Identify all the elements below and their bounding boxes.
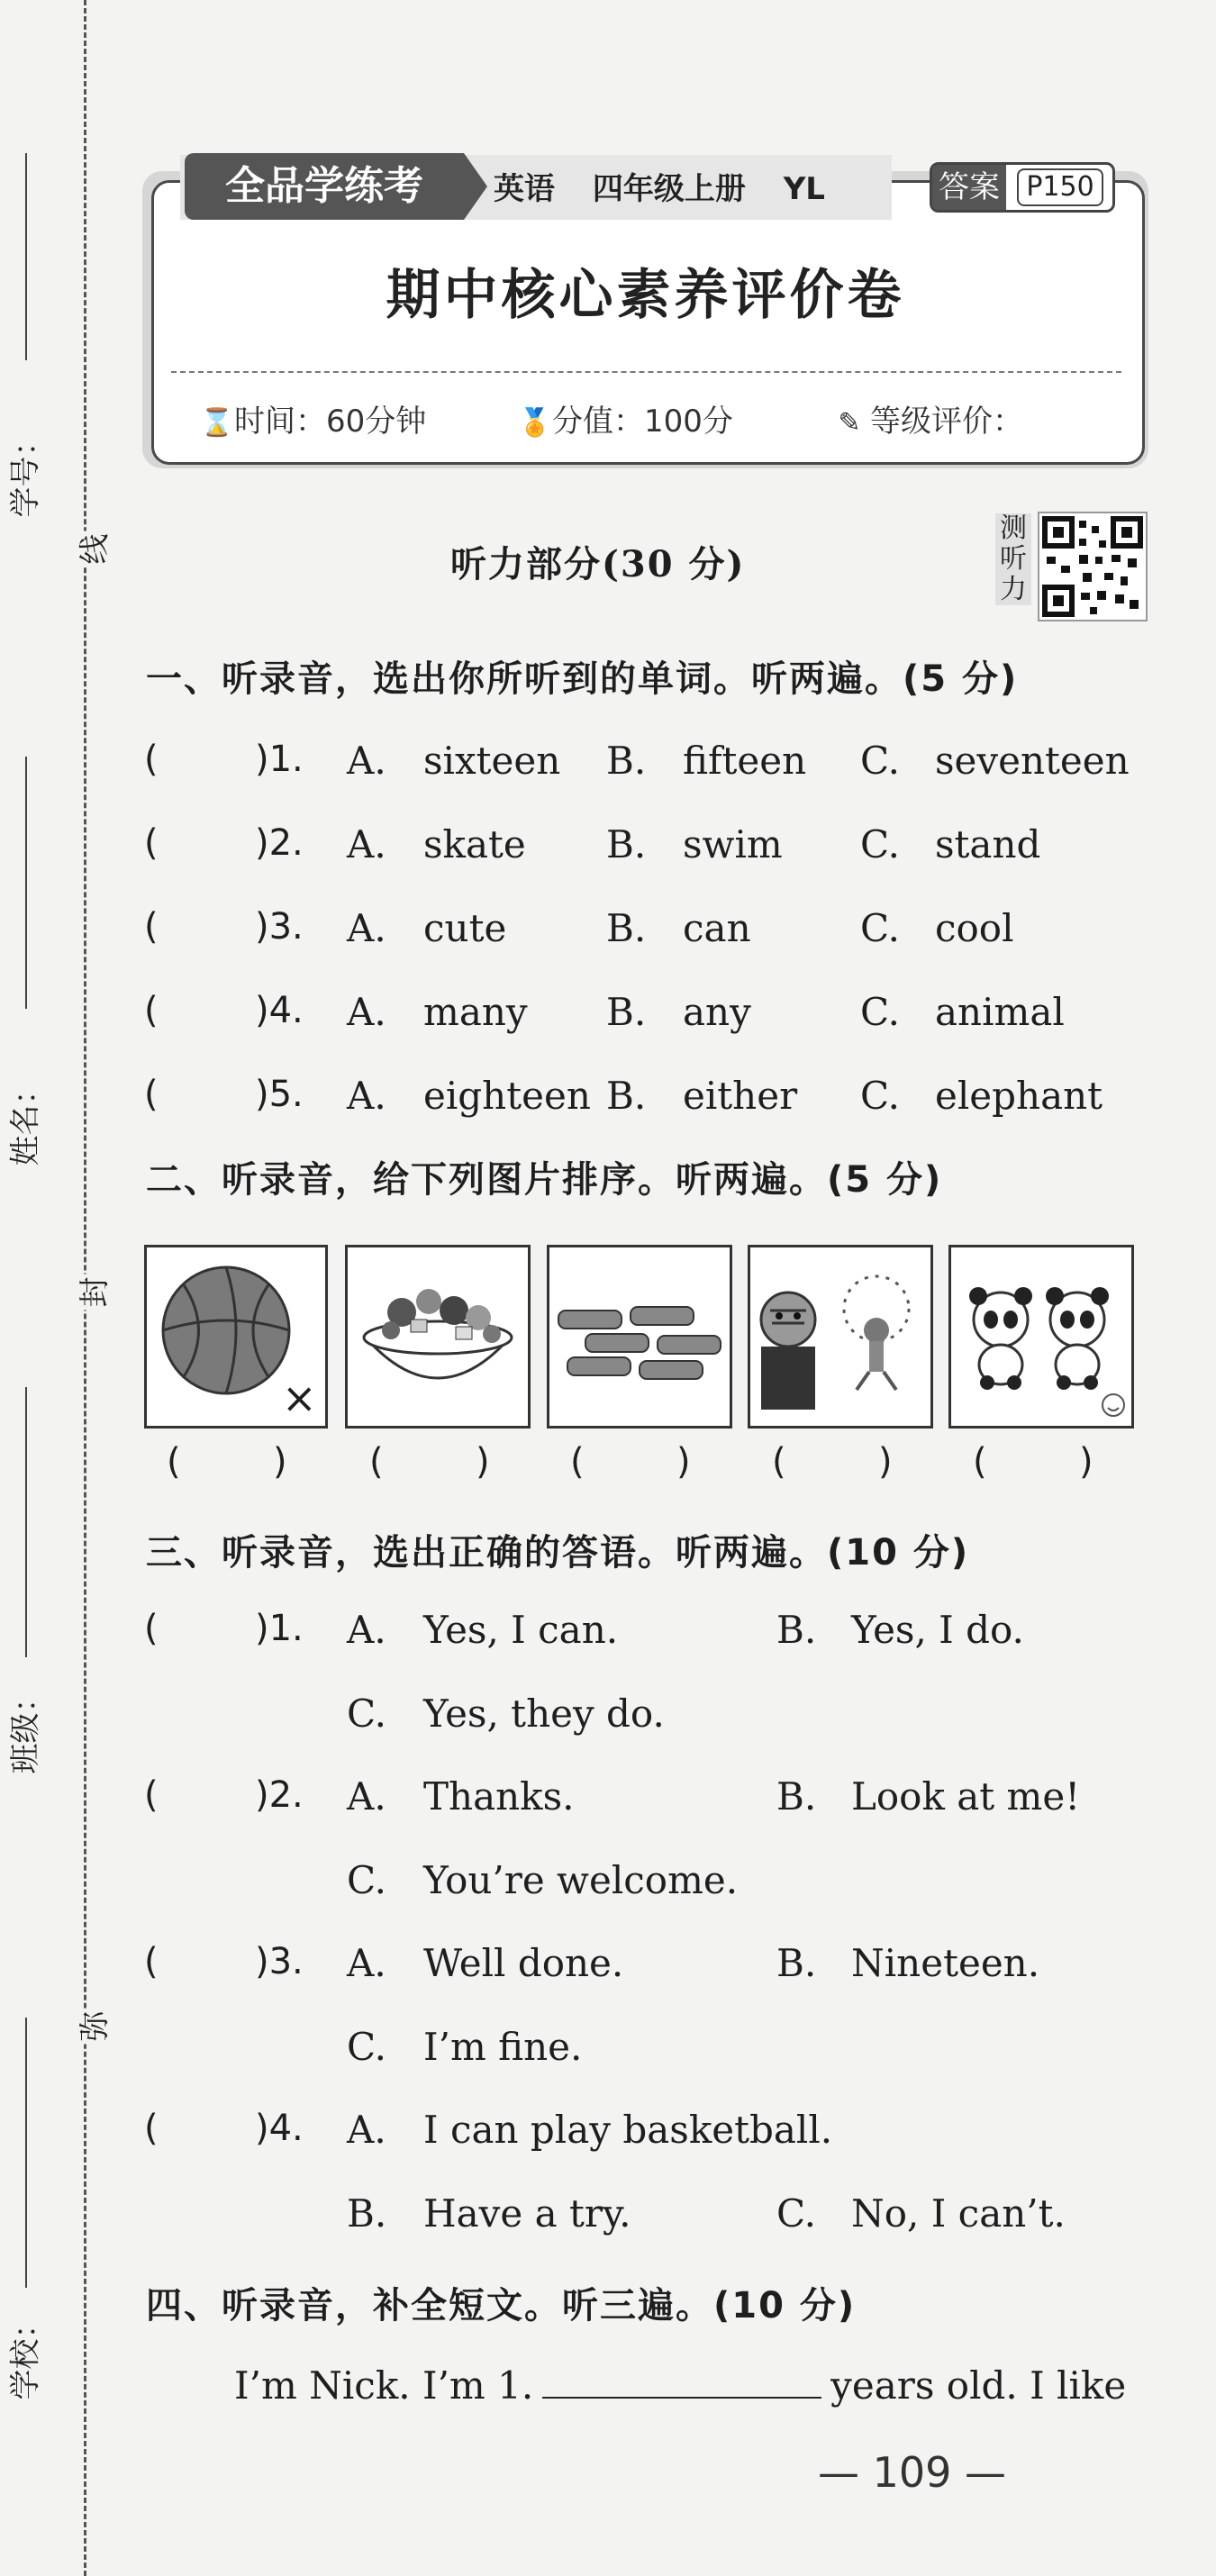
option-c-text: Yes, they do. <box>423 1692 665 1736</box>
question-number: )3. <box>255 1941 304 1982</box>
option-b-letter: B. <box>776 1941 817 1985</box>
option-b-letter: B. <box>347 2191 387 2236</box>
answer-paren[interactable]: ( <box>144 2108 159 2149</box>
pencil-icon: ✎ <box>838 407 861 439</box>
part4-title: 四、听录音，补全短文。听三遍。(10 分) <box>146 2285 857 2327</box>
option-a-text: eighteen <box>423 1074 591 1118</box>
option-a-letter: A. <box>347 2108 386 2152</box>
option-c-text: I’m fine. <box>423 2025 583 2069</box>
answer-paren[interactable]: ( <box>144 822 159 864</box>
subject-line <box>494 164 825 208</box>
subject: 英语 <box>494 171 555 207</box>
option-c-letter: C. <box>347 1692 386 1736</box>
option-c-text: You’re welcome. <box>423 1858 739 1902</box>
option-c-letter: C. <box>776 2191 816 2236</box>
option-b-letter: B. <box>606 822 647 866</box>
option-b-letter: B. <box>776 1774 817 1819</box>
question-number: )2. <box>255 822 304 864</box>
option-a-text: Well done. <box>423 1941 624 1985</box>
option-b-letter: B. <box>606 1074 647 1118</box>
question-number: )1. <box>255 739 304 780</box>
page-title: 期中核心素养评价卷 <box>386 264 905 327</box>
picture-pandas <box>948 1245 1134 1429</box>
option-a-letter: A. <box>347 822 386 866</box>
answer-tag <box>930 162 1115 213</box>
grade-eval-label: 等级评价： <box>870 404 1023 440</box>
answer-paren[interactable]: ( <box>144 906 159 948</box>
option-b-letter: B. <box>776 1608 817 1652</box>
option-a-text: Thanks. <box>423 1774 575 1819</box>
option-b-text: fifteen <box>683 739 807 783</box>
picture-answer-close-paren: ) <box>273 1441 287 1483</box>
option-b-text: Have a try. <box>423 2191 631 2236</box>
option-a-letter: A. <box>347 1774 386 1819</box>
question-number: )3. <box>255 906 304 948</box>
grade-eval-meta <box>836 396 1023 440</box>
answer-label: 答案 <box>932 165 1006 210</box>
question-number: )1. <box>255 1608 304 1649</box>
question-number: )5. <box>255 1074 304 1115</box>
answer-paren[interactable]: ( <box>144 990 159 1031</box>
brand-arrow <box>464 153 487 220</box>
option-a-letter: A. <box>347 906 386 950</box>
answer-page: P150 <box>1017 168 1103 206</box>
seal-line-char: 线 <box>70 531 114 567</box>
question-number: )4. <box>255 990 304 1031</box>
score-meta <box>518 396 733 440</box>
qr-code-icon[interactable] <box>1038 512 1148 621</box>
picture-salad <box>345 1245 531 1429</box>
option-c-letter: C. <box>860 1074 900 1118</box>
answer-paren[interactable]: ( <box>144 739 159 780</box>
option-a-letter: A. <box>347 1941 386 1985</box>
option-b-text: Yes, I do. <box>851 1608 1024 1652</box>
part4-line-start: I’m Nick. I’m 1. <box>234 2363 534 2408</box>
picture-answer-open-paren[interactable]: ( <box>167 1441 181 1483</box>
picture-answer-close-paren: ) <box>476 1441 490 1483</box>
grade: 四年级上册 <box>592 171 746 207</box>
name-label: 姓名： <box>7 1074 44 1166</box>
option-a-text: I can play basketball. <box>423 2108 833 2152</box>
option-a-text: skate <box>423 822 526 866</box>
listening-section-title: 听力部分(30 分) <box>450 543 746 585</box>
part3-title: 三、听录音，选出正确的答语。听两遍。(10 分) <box>146 1532 970 1574</box>
option-c-letter: C. <box>860 990 900 1034</box>
answer-paren[interactable]: ( <box>144 1074 159 1115</box>
class-rule <box>25 1387 27 1657</box>
brand-label: 全品学练考 <box>185 153 464 220</box>
answer-paren[interactable]: ( <box>144 1774 159 1816</box>
option-a-letter: A. <box>347 1074 386 1118</box>
option-c-text: No, I can’t. <box>851 2191 1066 2236</box>
picture-basketball <box>144 1245 328 1429</box>
answer-paren[interactable]: ( <box>144 1941 159 1982</box>
option-a-text: cute <box>423 906 507 950</box>
option-b-text: Look at me! <box>851 1774 1081 1819</box>
student-no-label: 学号： <box>7 425 44 518</box>
edition: YL <box>783 171 825 207</box>
option-c-letter: C. <box>860 906 900 950</box>
picture-tiger-monkey <box>748 1245 933 1429</box>
page-number: — 109 — <box>818 2448 1007 2497</box>
option-b-letter: B. <box>606 990 647 1034</box>
time-meta <box>200 396 426 440</box>
option-c-letter: C. <box>860 739 900 783</box>
option-a-text: sixteen <box>423 739 561 783</box>
seal-close-char: 弥 <box>70 2009 114 2045</box>
picture-answer-open-paren[interactable]: ( <box>369 1441 384 1483</box>
time-label: 时间：60分钟 <box>234 404 427 440</box>
part4-sentence <box>234 2363 1126 2408</box>
part4-line-end: years old. I like <box>830 2363 1127 2408</box>
part2-title: 二、听录音，给下列图片排序。听两遍。(5 分) <box>146 1159 943 1201</box>
part1-title: 一、听录音，选出你所听到的单词。听两遍。(5 分) <box>146 658 1019 700</box>
seal-seal-char: 封 <box>70 1274 114 1311</box>
picture-answer-close-paren: ) <box>676 1441 691 1483</box>
option-a-letter: A. <box>347 739 386 783</box>
option-c-text: seventeen <box>935 739 1130 783</box>
medal-icon: 🏅 <box>518 407 552 439</box>
picture-answer-open-paren[interactable]: ( <box>570 1441 585 1483</box>
option-c-text: elephant <box>935 1074 1103 1118</box>
class-label: 班级： <box>7 1682 44 1774</box>
picture-answer-close-paren: ) <box>1079 1441 1093 1483</box>
picture-answer-open-paren[interactable]: ( <box>973 1441 987 1483</box>
option-b-letter: B. <box>606 739 647 783</box>
picture-cars <box>547 1245 732 1429</box>
answer-paren[interactable]: ( <box>144 1608 159 1649</box>
option-c-letter: C. <box>347 1858 386 1902</box>
question-number: )2. <box>255 1774 304 1816</box>
option-c-letter: C. <box>860 822 900 866</box>
option-c-text: stand <box>935 822 1041 866</box>
option-b-text: any <box>683 990 751 1034</box>
cross-mark: × <box>282 1374 317 1422</box>
school-rule <box>25 2018 27 2288</box>
option-b-text: either <box>683 1074 798 1118</box>
header-divider <box>171 371 1121 373</box>
option-b-text: can <box>683 906 751 950</box>
name-rule <box>25 757 27 1009</box>
school-label: 学校： <box>7 2308 44 2400</box>
qr-label: 测听力 <box>995 513 1031 605</box>
score-label: 分值：100分 <box>552 404 733 440</box>
option-a-letter: A. <box>347 1608 386 1652</box>
hourglass-icon: ⌛ <box>200 407 234 439</box>
option-a-text: many <box>423 990 528 1034</box>
option-c-text: animal <box>935 990 1065 1034</box>
option-b-text: swim <box>683 822 783 866</box>
option-b-letter: B. <box>606 906 647 950</box>
option-c-text: cool <box>935 906 1014 950</box>
option-c-letter: C. <box>347 2025 386 2069</box>
answer-blank[interactable] <box>542 2364 821 2399</box>
option-b-text: Nineteen. <box>851 1941 1040 1985</box>
question-number: )4. <box>255 2108 304 2149</box>
student-no-rule <box>25 153 27 360</box>
picture-answer-open-paren[interactable]: ( <box>772 1441 786 1483</box>
option-a-text: Yes, I can. <box>423 1608 619 1652</box>
picture-answer-close-paren: ) <box>878 1441 893 1483</box>
option-a-letter: A. <box>347 990 386 1034</box>
